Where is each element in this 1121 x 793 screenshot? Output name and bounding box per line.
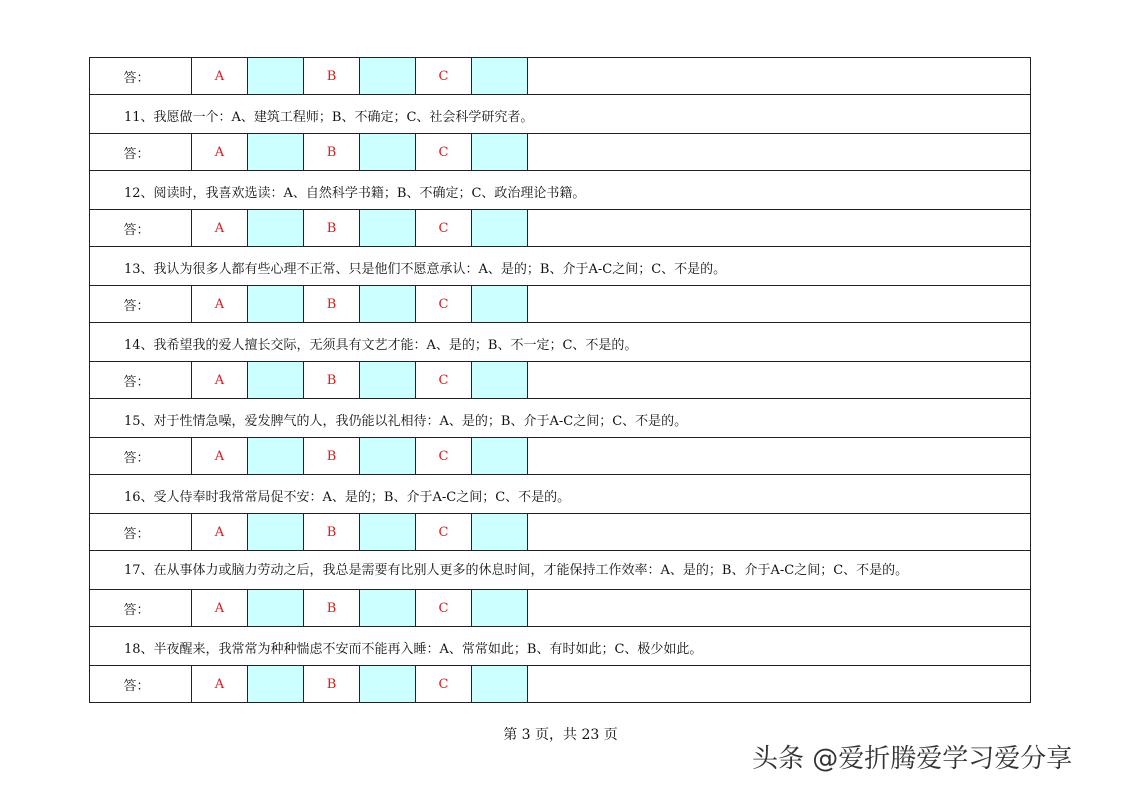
option-a-label: A — [192, 134, 248, 171]
option-b-label: B — [304, 58, 360, 95]
question-row — [90, 95, 1031, 134]
page-footer: 第 3 页，共 23 页 — [503, 727, 618, 743]
blank-cell — [528, 210, 1031, 247]
blank-cell — [528, 134, 1031, 171]
answer-row — [90, 590, 1031, 627]
option-c-answer-box[interactable] — [472, 666, 528, 703]
blank-cell — [528, 666, 1031, 703]
option-b-label: B — [304, 210, 360, 247]
option-a-answer-box[interactable] — [248, 514, 304, 551]
option-a-answer-box[interactable] — [248, 438, 304, 475]
blank-cell — [528, 514, 1031, 551]
option-c-answer-box[interactable] — [472, 438, 528, 475]
answer-row — [90, 286, 1031, 323]
blank-cell — [528, 590, 1031, 627]
blank-cell — [528, 286, 1031, 323]
answer-label: 答： — [90, 438, 192, 475]
questionnaire-table — [89, 57, 1031, 703]
blank-cell — [528, 438, 1031, 475]
option-b-answer-box[interactable] — [360, 286, 416, 323]
question-13-text: 13、我认为很多人都有些心理不正常、只是他们不愿意承认：A、是的；B、介于A-C之间；C、不是的。 — [90, 247, 1031, 286]
question-15-text: 15、对于性情急噪，爱发脾气的人，我仍能以礼相待：A、是的；B、介于A-C之间；C、不是的。 — [90, 399, 1031, 438]
option-b-answer-box[interactable] — [360, 58, 416, 95]
option-a-answer-box[interactable] — [248, 134, 304, 171]
option-a-answer-box[interactable] — [248, 58, 304, 95]
question-11-text: 11、我愿做一个：A、建筑工程师；B、不确定；C、社会科学研究者。 — [90, 95, 1031, 134]
option-a-label: A — [192, 210, 248, 247]
answer-label: 答： — [90, 58, 192, 95]
answer-row — [90, 134, 1031, 171]
option-c-label: C — [416, 438, 472, 475]
option-b-label: B — [304, 362, 360, 399]
answer-row — [90, 58, 1031, 95]
option-b-label: B — [304, 134, 360, 171]
option-c-label: C — [416, 134, 472, 171]
option-a-label: A — [192, 590, 248, 627]
option-a-label: A — [192, 438, 248, 475]
answer-row — [90, 666, 1031, 703]
option-b-answer-box[interactable] — [360, 666, 416, 703]
answer-label: 答： — [90, 362, 192, 399]
question-17-text: 17、在从事体力或脑力劳动之后，我总是需要有比别人更多的休息时间，才能保持工作效率：A、是的；B、介于A-C之间；C、不是的。 — [90, 551, 1031, 590]
option-a-answer-box[interactable] — [248, 362, 304, 399]
answer-label: 答： — [90, 590, 192, 627]
blank-cell — [528, 58, 1031, 95]
option-b-answer-box[interactable] — [360, 514, 416, 551]
answer-row — [90, 438, 1031, 475]
answer-label: 答： — [90, 134, 192, 171]
question-14-text: 14、我希望我的爱人擅长交际，无须具有文艺才能：A、是的；B、不一定；C、不是的。 — [90, 323, 1031, 362]
option-c-answer-box[interactable] — [472, 590, 528, 627]
option-b-label: B — [304, 438, 360, 475]
question-16-text: 16、受人侍奉时我常常局促不安：A、是的；B、介于A-C之间；C、不是的。 — [90, 475, 1031, 514]
option-a-answer-box[interactable] — [248, 666, 304, 703]
option-b-label: B — [304, 666, 360, 703]
question-18-text: 18、半夜醒来，我常常为种种惴虑不安而不能再入睡：A、常常如此；B、有时如此；C、极少如此。 — [90, 627, 1031, 666]
option-c-label: C — [416, 666, 472, 703]
option-c-label: C — [416, 58, 472, 95]
option-a-answer-box[interactable] — [248, 210, 304, 247]
option-c-answer-box[interactable] — [472, 362, 528, 399]
question-12-text: 12、阅读时，我喜欢选读：A、自然科学书籍；B、不确定；C、政治理论书籍。 — [90, 171, 1031, 210]
option-b-label: B — [304, 590, 360, 627]
option-c-answer-box[interactable] — [472, 286, 528, 323]
question-row — [90, 323, 1031, 362]
answer-label: 答： — [90, 514, 192, 551]
option-c-answer-box[interactable] — [472, 210, 528, 247]
option-a-answer-box[interactable] — [248, 590, 304, 627]
question-row — [90, 171, 1031, 210]
option-b-label: B — [304, 514, 360, 551]
answer-row — [90, 514, 1031, 551]
option-a-label: A — [192, 666, 248, 703]
option-c-label: C — [416, 362, 472, 399]
option-a-answer-box[interactable] — [248, 286, 304, 323]
option-c-answer-box[interactable] — [472, 134, 528, 171]
question-row — [90, 627, 1031, 666]
answer-row — [90, 362, 1031, 399]
option-a-label: A — [192, 362, 248, 399]
answer-row — [90, 210, 1031, 247]
option-c-label: C — [416, 210, 472, 247]
option-b-label: B — [304, 286, 360, 323]
question-row — [90, 551, 1031, 590]
option-c-label: C — [416, 286, 472, 323]
option-a-label: A — [192, 58, 248, 95]
option-c-label: C — [416, 590, 472, 627]
watermark-text: 头条 @爱折腾爱学习爱分享 — [752, 744, 1073, 774]
option-c-answer-box[interactable] — [472, 514, 528, 551]
option-a-label: A — [192, 514, 248, 551]
answer-label: 答： — [90, 666, 192, 703]
option-b-answer-box[interactable] — [360, 362, 416, 399]
option-b-answer-box[interactable] — [360, 438, 416, 475]
question-row — [90, 247, 1031, 286]
option-b-answer-box[interactable] — [360, 210, 416, 247]
option-b-answer-box[interactable] — [360, 590, 416, 627]
question-row — [90, 475, 1031, 514]
question-row — [90, 399, 1031, 438]
answer-label: 答： — [90, 286, 192, 323]
option-b-answer-box[interactable] — [360, 134, 416, 171]
option-c-label: C — [416, 514, 472, 551]
option-c-answer-box[interactable] — [472, 58, 528, 95]
option-a-label: A — [192, 286, 248, 323]
answer-label: 答： — [90, 210, 192, 247]
blank-cell — [528, 362, 1031, 399]
